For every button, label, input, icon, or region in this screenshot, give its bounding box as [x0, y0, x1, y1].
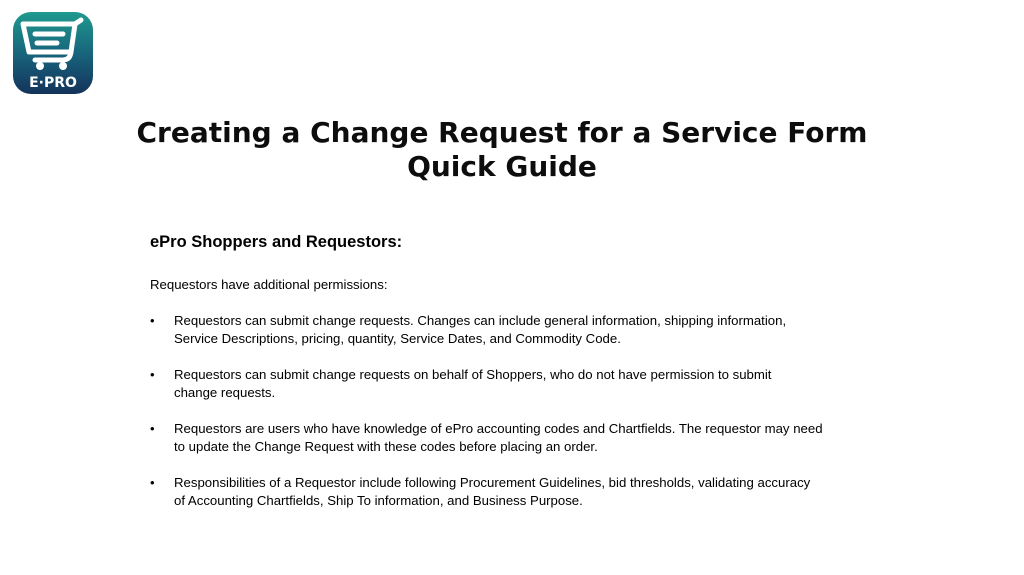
- bullet-text-line: Requestors can submit change requests. Changes can include general information, shipping information,: [174, 313, 787, 328]
- bullet-text-line: to update the Change Request with these codes before placing an order.: [174, 439, 598, 454]
- epro-logo: [13, 12, 93, 94]
- intro-text: Requestors have additional permissions:: [150, 277, 388, 292]
- page-title: [100, 116, 904, 184]
- bullet-text-line: Requestors can submit change requests on behalf of Shoppers, who do not have permission to submit: [174, 367, 772, 382]
- section-heading: ePro Shoppers and Requestors:: [150, 233, 403, 251]
- bullet-text-line: Service Descriptions, pricing, quantity, Service Dates, and Commodity Code.: [174, 331, 621, 346]
- bullet-icon: •: [150, 421, 155, 436]
- bullet-list: [150, 312, 870, 528]
- list-item: [150, 366, 870, 402]
- title-line-1: Creating a Change Request for a Service Form: [136, 116, 868, 149]
- list-item: [150, 312, 870, 348]
- bullet-text-line: Responsibilities of a Requestor include following Procurement Guidelines, bid thresholds, validating accuracy: [174, 475, 811, 490]
- bullet-icon: •: [150, 475, 155, 490]
- bullet-text-line: change requests.: [174, 385, 276, 400]
- bullet-text-line: of Accounting Chartfields, Ship To information, and Business Purpose.: [174, 493, 583, 508]
- title-line-2: Quick Guide: [407, 150, 597, 183]
- list-item: [150, 474, 870, 510]
- bullet-icon: •: [150, 367, 155, 382]
- list-item: [150, 420, 870, 456]
- cart-icon: [13, 12, 93, 94]
- logo-text: E·PRO: [29, 75, 77, 91]
- bullet-icon: •: [150, 313, 155, 328]
- bullet-text-line: Requestors are users who have knowledge of ePro accounting codes and Chartfields. The requestor may need: [174, 421, 823, 436]
